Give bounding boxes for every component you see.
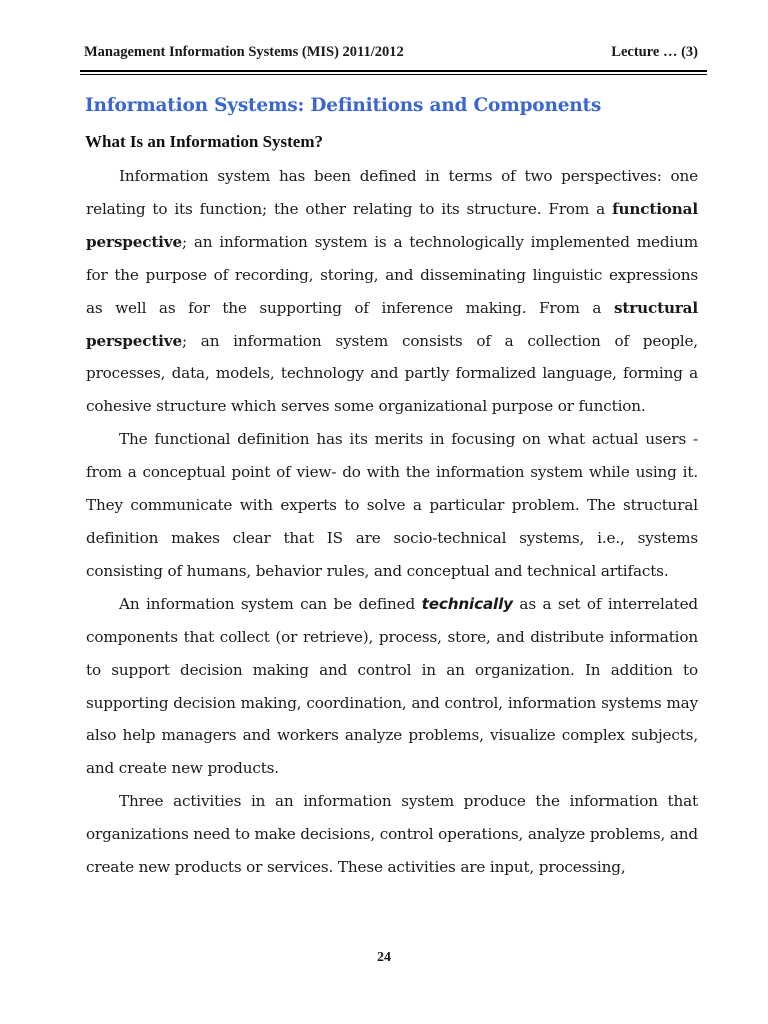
- body-text: [86, 160, 698, 884]
- paragraph-3-text-c: as a set of interrelated components that collect (or retrieve), process, store, and distribute information to support decision making and control in an organization. In addition to supporting decision making, coordination, and control, information systems may also help managers and workers analyze problems, visualize complex subjects, and create new products.: [86, 594, 698, 778]
- paragraph-1-text-e: ; an information system consists of a collection of people, processes, data, models, technology and partly formalized language, forming a cohesive structure which serves some organizational purpose or function.: [86, 331, 698, 416]
- header-rule-thin: [80, 74, 707, 75]
- section-subtitle: What Is an Information System?: [85, 132, 324, 151]
- paragraph-3-text-a: An information system can be defined: [119, 594, 422, 613]
- section-title: Information Systems: Definitions and Components: [85, 95, 602, 116]
- structural-perspective-term: structural perspective: [86, 298, 698, 350]
- paragraph-1: [86, 160, 698, 423]
- paragraph-1-text-a: Information system has been defined in terms of two perspectives: one relating to its function; the other relating to its structure. From a: [86, 167, 698, 218]
- paragraph-1-text-c: ; an information system is a technologically implemented medium for the purpose of recording, storing, and disseminating linguistic expressions as well as for the supporting of inference making. From a: [86, 232, 698, 317]
- paragraph-4: Three activities in an information system produce the information that organizations need to make decisions, control operations, analyze problems, and create new products or services. These activities are input, processing,: [86, 792, 698, 877]
- paragraph-2: The functional definition has its merits in focusing on what actual users - from a conceptual point of view- do with the information system while using it. They communicate with experts to solve a particular problem. The structural definition makes clear that IS are socio-technical systems, i.e., systems consisting of humans, behavior rules, and conceptual and technical artifacts.: [86, 430, 698, 580]
- header-course: Management Information Systems (MIS) 2011/2012: [84, 44, 404, 60]
- header-rule-thick: [80, 70, 707, 72]
- technically-term: technically: [421, 594, 513, 613]
- page-number: 24: [377, 950, 391, 965]
- header-lecture: Lecture … (3): [611, 44, 698, 60]
- paragraph-3: [86, 588, 698, 785]
- functional-perspective-term: functional perspective: [86, 199, 698, 251]
